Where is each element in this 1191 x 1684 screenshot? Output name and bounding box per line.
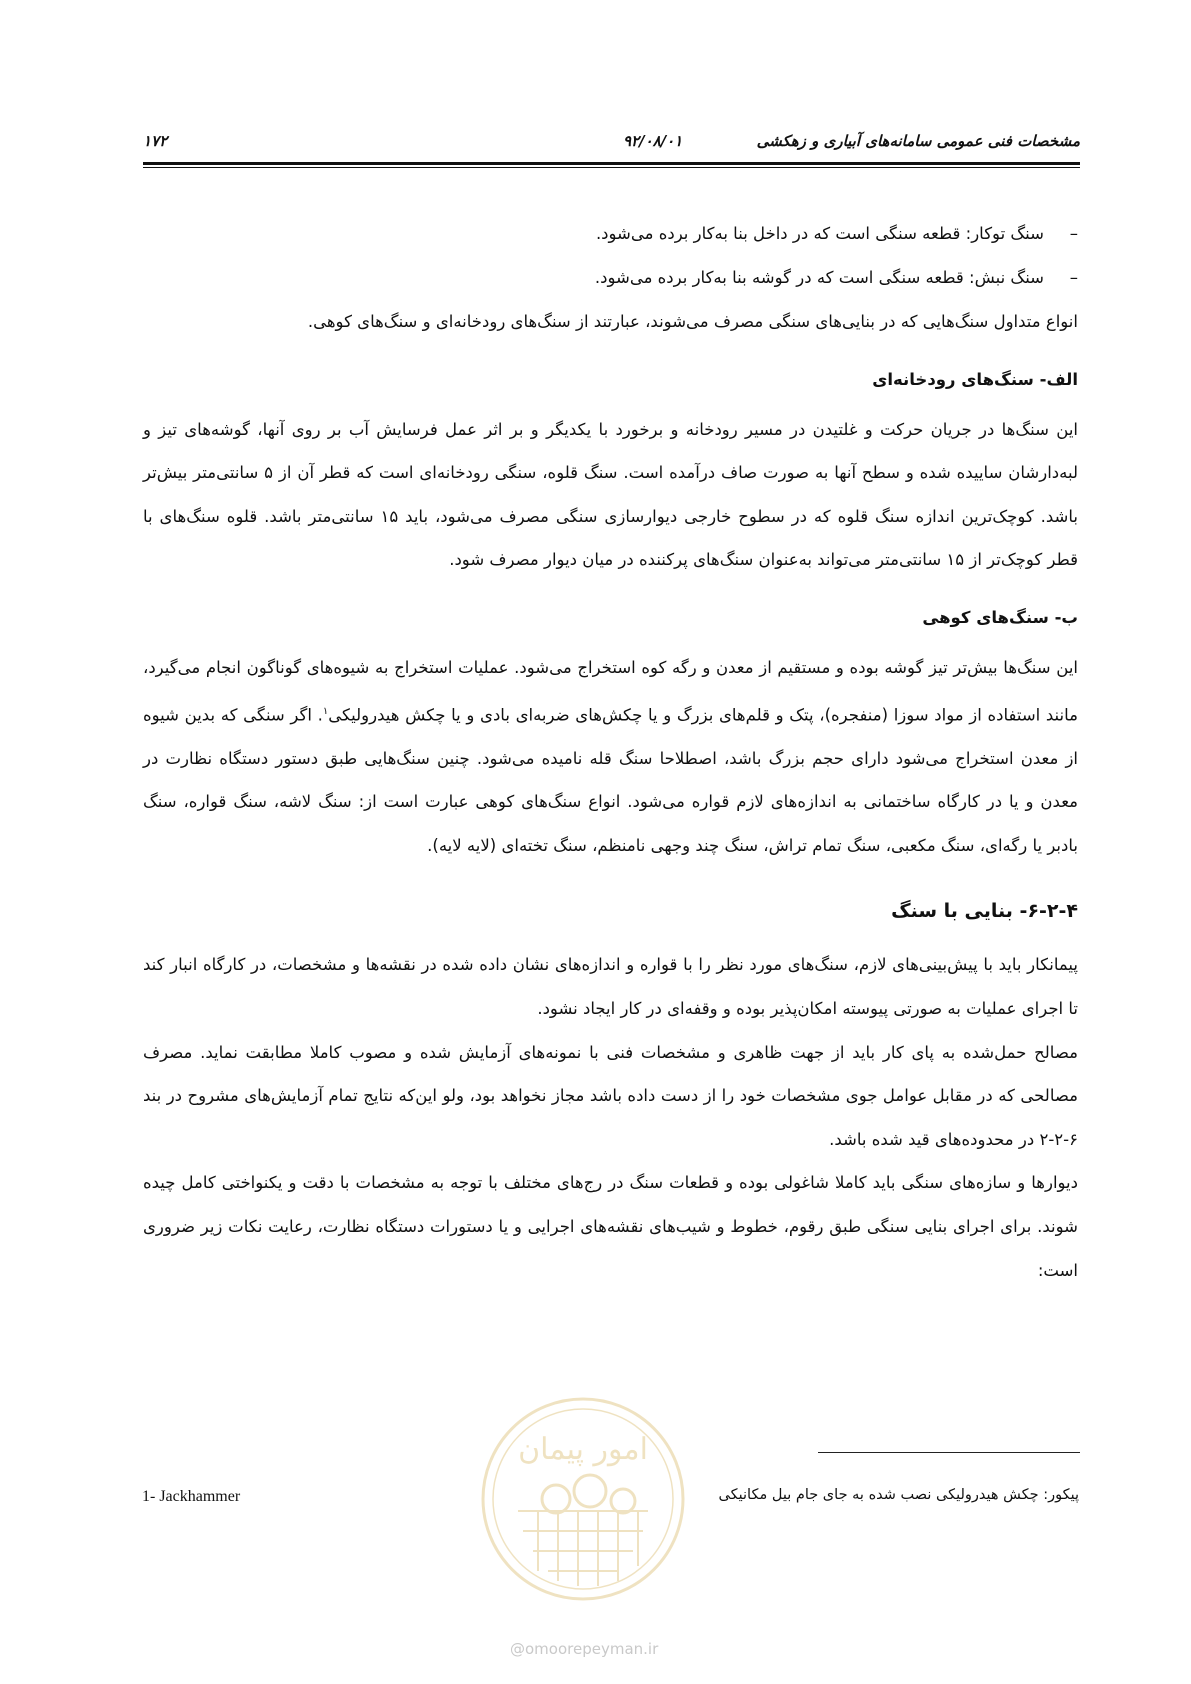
masonry-paragraph: پیمانکار باید با پیش‌بینی‌های لازم، سنگ‌های مورد نظر را با قواره و اندازه‌های نشان داده شده در نقشه‌ها و مشخصات، در کارگاه انبار کند تا اجرای عملیات به صورتی پیوسته امکان‌پذیر بوده و وقفه‌ای در کار ایجاد نشود. xyxy=(143,955,1078,1019)
bullet-text: سنگ توکار: قطعه سنگی است که در داخل بنا به‌کار برده می‌شود. xyxy=(595,224,1044,243)
watermark-logo-text: امور پیمان xyxy=(518,1432,648,1467)
bullet-item xyxy=(143,212,1078,256)
footnote-rule xyxy=(818,1452,1080,1453)
mountain-stones-text-part2: . اگر سنگی که بدین شیوه از معدن استخراج می‌شود دارای حجم بزرگ باشد، اصطلاحا سنگ قله نامیده می‌شود. چنین سنگ‌هایی طبق دستور دستگاه نظارت در معدن و یا در کارگاه ساختمانی به اندازه‌های لازم قواره می‌شود. انواع سنگ‌های کوهی عبارت است از: سنگ لاشه، سنگ قواره، سنگ بادبر یا رگه‌ای، سنگ مکعبی، سنگ تمام تراش، سنگ چند وجهی نامنظم، سنگ تخته‌ای (لایه لایه). xyxy=(143,705,1078,855)
bullet-item xyxy=(143,256,1078,300)
header-rule-thick xyxy=(143,162,1080,165)
document-date: ۹۲/۰۸/۰۱ xyxy=(623,132,683,150)
header-rule-thin xyxy=(143,167,1080,168)
bullet-dash: – xyxy=(1069,268,1078,287)
page-number: ۱۷۲ xyxy=(143,132,168,150)
intro-paragraph: انواع متداول سنگ‌هایی که در بنایی‌های سنگی مصرف می‌شوند، عبارتند از سنگ‌های رودخانه‌ای و سنگ‌های کوهی. xyxy=(307,312,1078,331)
section-heading-stone-masonry: ۶-۲-۴- بنایی با سنگ xyxy=(891,900,1078,923)
bullet-dash: – xyxy=(1069,224,1078,243)
document-body xyxy=(143,212,1078,1292)
mountain-stones-paragraph xyxy=(143,646,1078,867)
footnote-persian: پیکور: چکش هیدرولیکی نصب شده به جای جام بیل مکانیکی xyxy=(718,1487,1079,1503)
mountain-stones-text-part1: این سنگ‌ها بیش‌تر تیز گوشه بوده و مستقیم از معدن و رگه کوه استخراج می‌شود. عملیات استخراج به شیوه‌های گوناگون انجام می‌گیرد، مانند استفاده از مواد سوزا (منفجره)، پتک و قلم‌های بزرگ و یا چکش‌های ضربه‌ای بادی و یا چکش هیدرولیکی xyxy=(143,657,1078,725)
section-heading-river-stones: الف- سنگ‌های رودخانه‌ای xyxy=(872,369,1078,389)
document-title: مشخصات فنی عمومی سامانه‌های آبیاری و زهکشی xyxy=(756,132,1080,150)
watermark-logo xyxy=(478,1391,688,1611)
river-stones-paragraph: این سنگ‌ها در جریان حرکت و غلتیدن در مسیر رودخانه و برخورد با یکدیگر و بر اثر عمل فرسایش آب بر روی آنها، گوشه‌های تیز و لبه‌دارشان ساییده شده و سطح آنها به صورت صاف درآمده است. سنگ قلوه، سنگی رودخانه‌ای است که قطر آن از ۵ سانتی‌متر بیش‌تر باشد. کوچک‌ترین اندازه سنگ قلوه که در سطوح خارجی دیوارسازی سنگی مصرف می‌شود، باید ۱۵ سانتی‌متر باشد. قلوه سنگ‌های با قطر کوچک‌تر از ۱۵ سانتی‌متر می‌تواند به‌عنوان سنگ‌های پرکننده در میان دیوار مصرف شود. xyxy=(143,419,1079,570)
page-header xyxy=(143,126,1080,156)
masonry-paragraph: مصالح حمل‌شده به پای کار باید از جهت ظاهری و مشخصات فنی با نمونه‌های آزمایش شده و مصوب کاملا مطابقت نماید. مصرف مصالحی که در مقابل عوامل جوی مشخصات خود را از دست داده باشد مجاز نخواهد بود، ولو این‌که نتایج تمام آزمایش‌های مشروح در بند ۶-۲-۲ در محدوده‌های قید شده باشد. xyxy=(143,1042,1078,1149)
footnote-english: 1- Jackhammer xyxy=(142,1488,241,1505)
bullet-text: سنگ نبش: قطعه سنگی است که در گوشه بنا به‌کار برده می‌شود. xyxy=(594,268,1044,287)
section-heading-mountain-stones: ب- سنگ‌های کوهی xyxy=(922,607,1078,627)
footnote-reference[interactable]: ۱ xyxy=(322,705,329,717)
watermark-site: @omoorepeyman.ir xyxy=(510,1640,659,1658)
masonry-paragraph: دیوارها و سازه‌های سنگی باید کاملا شاغولی بوده و قطعات سنگ در رج‌های مختلف با توجه به مشخصات با دقت و یکنواختی کامل چیده شوند. برای اجرای بنایی سنگی طبق رقوم، خطوط و شیب‌های نقشه‌های اجرایی و یا دستورات دستگاه نظارت، رعایت نکات زیر ضروری است: xyxy=(143,1173,1078,1280)
at-sign-icon: @ xyxy=(510,1640,525,1658)
